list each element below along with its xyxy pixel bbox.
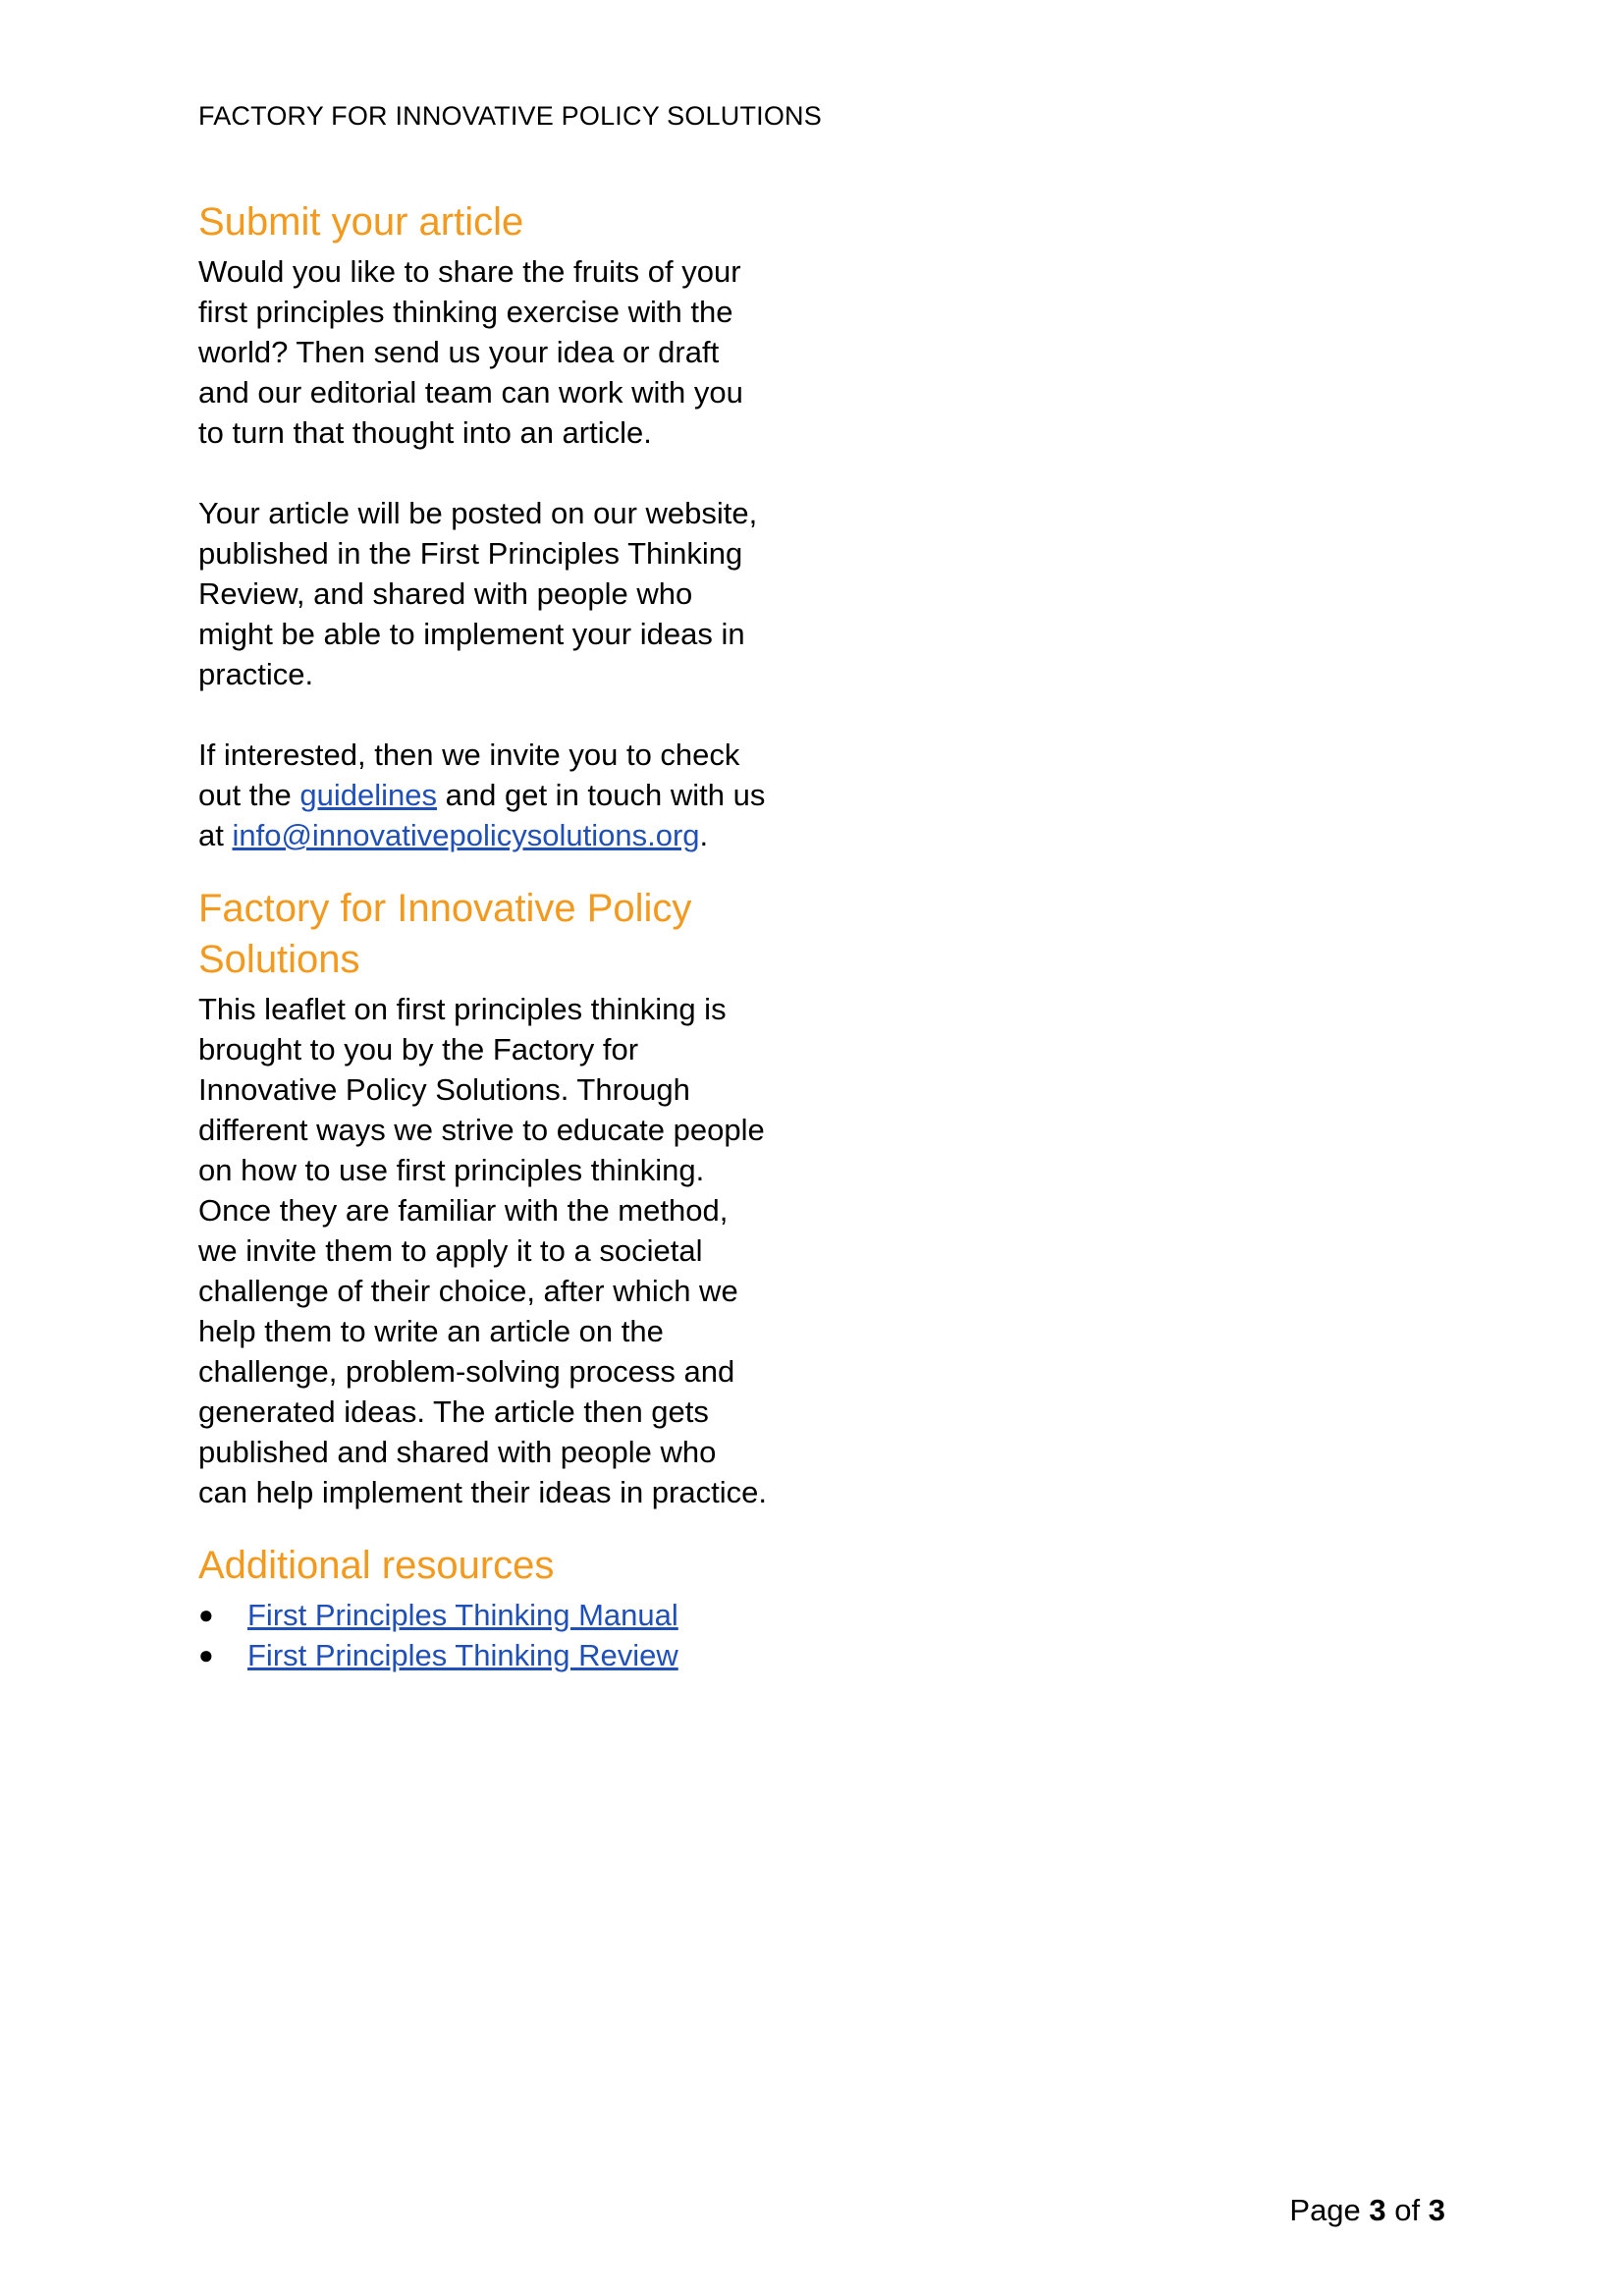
text-line: practice. <box>198 657 314 691</box>
text-line: Your article will be posted on our website, <box>198 496 758 530</box>
guidelines-link[interactable]: guidelines <box>299 778 438 812</box>
heading-line: Solutions <box>198 938 360 981</box>
text-line: Review, and shared with people who <box>198 576 693 611</box>
text-fragment: out the <box>198 778 300 812</box>
list-item <box>198 1595 787 1635</box>
page-content <box>198 196 787 1675</box>
text-line: generated ideas. The article then gets <box>198 1394 709 1429</box>
text-line: world? Then send us your idea or draft <box>198 335 720 369</box>
heading-line: Factory for Innovative Policy <box>198 887 692 930</box>
page-header: FACTORY FOR INNOVATIVE POLICY SOLUTIONS <box>198 101 822 131</box>
factory-heading <box>198 883 787 985</box>
text-line: different ways we strive to educate people <box>198 1113 765 1147</box>
text-line: can help implement their ideas in practice. <box>198 1475 767 1509</box>
text-line: Once they are familiar with the method, <box>198 1193 729 1228</box>
text-line: brought to you by the Factory for <box>198 1032 639 1066</box>
text-line: Innovative Policy Solutions. Through <box>198 1072 690 1107</box>
text-line: first principles thinking exercise with the <box>198 295 733 329</box>
text-fragment: and get in touch with us <box>437 778 766 812</box>
text-line: challenge of their choice, after which we <box>198 1274 738 1308</box>
text-fragment: . <box>699 818 709 852</box>
manual-link[interactable]: First Principles Thinking Manual <box>247 1598 678 1632</box>
text-line: This leaflet on first principles thinking is <box>198 992 727 1026</box>
submit-article-heading: Submit your article <box>198 200 524 244</box>
page-prefix: Page <box>1289 2193 1370 2227</box>
page-of: of <box>1385 2193 1429 2227</box>
text-fragment: at <box>198 818 233 852</box>
text-line: published and shared with people who <box>198 1435 717 1469</box>
text-line: help them to write an article on the <box>198 1314 664 1348</box>
email-link[interactable]: info@innovativepolicysolutions.org <box>232 818 700 852</box>
text-line: on how to use first principles thinking. <box>198 1153 705 1187</box>
text-line: we invite them to apply it to a societal <box>198 1233 703 1268</box>
list-item <box>198 1635 787 1675</box>
resources-list <box>198 1595 787 1675</box>
text-line: and our editorial team can work with you <box>198 375 743 410</box>
submit-paragraph-2 <box>198 493 787 694</box>
additional-resources-heading: Additional resources <box>198 1544 555 1587</box>
page-number <box>1289 2191 1445 2230</box>
submit-paragraph-3 <box>198 735 787 855</box>
text-line: If interested, then we invite you to check <box>198 738 740 772</box>
text-line: to turn that thought into an article. <box>198 415 652 450</box>
text-line: challenge, problem-solving process and <box>198 1354 735 1389</box>
total-pages: 3 <box>1428 2193 1445 2227</box>
text-line: published in the First Principles Thinking <box>198 536 743 571</box>
submit-paragraph-1 <box>198 251 787 453</box>
factory-paragraph <box>198 989 787 1512</box>
bullet-icon: ● <box>198 1600 214 1629</box>
current-page: 3 <box>1369 2193 1386 2227</box>
text-line: Would you like to share the fruits of your <box>198 254 741 289</box>
review-link[interactable]: First Principles Thinking Review <box>247 1638 678 1672</box>
text-line: might be able to implement your ideas in <box>198 617 745 651</box>
bullet-icon: ● <box>198 1640 214 1669</box>
